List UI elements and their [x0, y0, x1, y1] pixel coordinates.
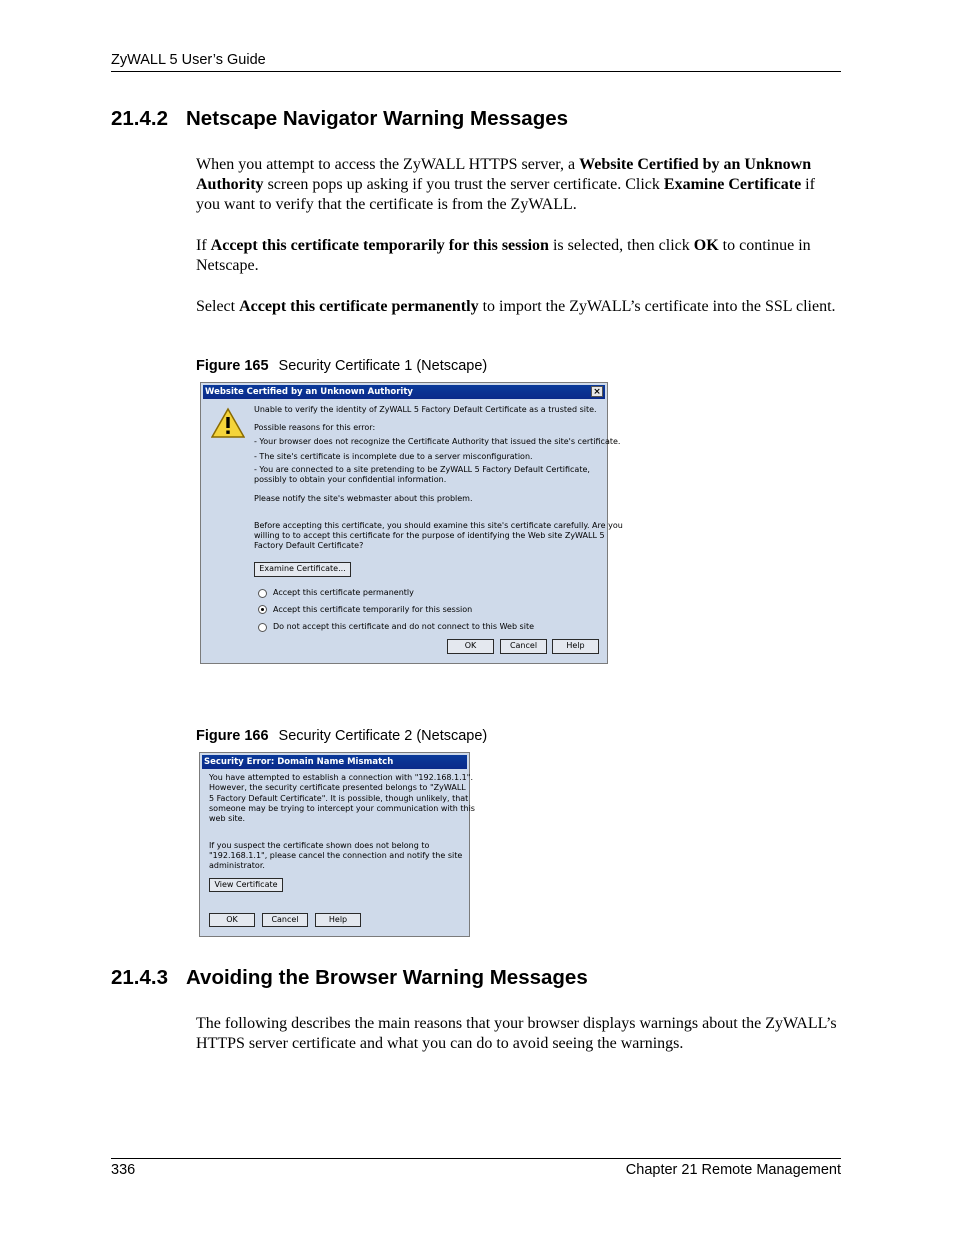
figure-caption: Figure 165 Security Certificate 1 (Netscape) — [196, 358, 488, 374]
paragraph: Select Accept this certificate permanently to import the ZyWALL’s certificate into the SSL client. — [196, 298, 836, 315]
section-title: Netscape Navigator Warning Messages — [186, 107, 569, 130]
view-certificate-button[interactable]: View Certificate — [209, 878, 283, 892]
dialog-text: willing to to accept this certificate for the purpose of identifying the Web site ZyWALL 5 — [254, 531, 605, 540]
dialog-text: If you suspect the certificate shown does not belong to — [209, 841, 430, 850]
dialog-text: - Your browser does not recognize the Certificate Authority that issued the site's certificate. — [254, 437, 621, 446]
examine-certificate-button[interactable]: Examine Certificate... — [254, 562, 351, 577]
dialog-text: - You are connected to a site pretending to be ZyWALL 5 Factory Default Certificate, — [254, 465, 590, 474]
dialog-text: Before accepting this certificate, you should examine this site's certificate carefully. Are you — [254, 521, 623, 530]
help-button[interactable]: Help — [552, 639, 599, 654]
paragraph: If Accept this certificate temporarily for this session is selected, then click OK to continue in Netscape. — [196, 237, 811, 274]
dialog-text: possibly to obtain your confidential information. — [254, 475, 447, 484]
section-number: 21.4.3 — [111, 966, 168, 989]
cancel-button[interactable]: Cancel — [262, 913, 308, 927]
dialog-text: 5 Factory Default Certificate". It is possible, though unlikely, that — [209, 794, 469, 803]
dialog-text: - The site's certificate is incomplete due to a server misconfiguration. — [254, 452, 533, 461]
cancel-button[interactable]: Cancel — [500, 639, 547, 654]
radio-accept-permanently[interactable] — [258, 589, 267, 598]
paragraph: The following describes the main reasons that your browser displays warnings about the ZyWALL’s HTTPS server certificate and what you can do to avoid seeing the warnings. — [196, 1015, 837, 1052]
dialog-text: administrator. — [209, 861, 265, 870]
page-number: 336 — [111, 1162, 136, 1178]
dialog-text: Possible reasons for this error: — [254, 423, 376, 432]
certificate-dialog — [200, 382, 623, 664]
chapter-title: Chapter 21 Remote Management — [625, 1162, 841, 1178]
dialog-text: Factory Default Certificate? — [254, 541, 364, 550]
dialog-text: someone may be trying to intercept your communication with this — [209, 804, 475, 813]
ok-button[interactable]: OK — [209, 913, 255, 927]
domain-mismatch-dialog — [199, 752, 475, 937]
section-number: 21.4.2 — [111, 107, 168, 130]
dialog-text: "192.168.1.1", please cancel the connection and notify the site — [209, 851, 463, 860]
dialog-text: Unable to verify the identity of ZyWALL 5 Factory Default Certificate as a trusted site. — [254, 405, 597, 414]
dialog-title: Security Error: Domain Name Mismatch — [204, 757, 394, 767]
radio-label: Accept this certificate permanently — [273, 588, 414, 597]
radio-do-not-accept[interactable] — [258, 623, 267, 632]
close-icon[interactable]: × — [591, 386, 603, 397]
section-heading — [111, 966, 588, 990]
figure-caption: Figure 166 Security Certificate 2 (Netscape) — [196, 728, 488, 744]
ok-button[interactable]: OK — [447, 639, 494, 654]
warning-icon — [211, 407, 245, 439]
radio-label: Do not accept this certificate and do not connect to this Web site — [273, 622, 535, 631]
dialog-title: Website Certified by an Unknown Authority — [205, 387, 413, 397]
dialog-text: Please notify the site's webmaster about this problem. — [254, 494, 473, 503]
section-title: Avoiding the Browser Warning Messages — [186, 966, 588, 989]
radio-label: Accept this certificate temporarily for this session — [273, 605, 473, 614]
dialog-titlebar — [202, 755, 467, 769]
dialog-titlebar — [203, 385, 605, 399]
radio-accept-temporarily[interactable] — [258, 605, 267, 614]
help-button[interactable]: Help — [315, 913, 361, 927]
dialog-text: However, the security certificate presented belongs to "ZyWALL — [209, 783, 466, 792]
section-heading — [111, 107, 568, 131]
footer-rule — [111, 1158, 841, 1159]
running-title: ZyWALL 5 User’s Guide — [111, 52, 266, 68]
dialog-text: You have attempted to establish a connection with "192.168.1.1". — [209, 773, 473, 782]
paragraph: When you attempt to access the ZyWALL HTTPS server, a Website Certified by an Unknown Authority screen pops up asking if you trust the server certificate. Click Examine Certificate if you want to verify that the certificate is from the ZyWALL. — [196, 156, 815, 213]
header-rule — [111, 71, 841, 72]
dialog-text: web site. — [209, 814, 246, 823]
